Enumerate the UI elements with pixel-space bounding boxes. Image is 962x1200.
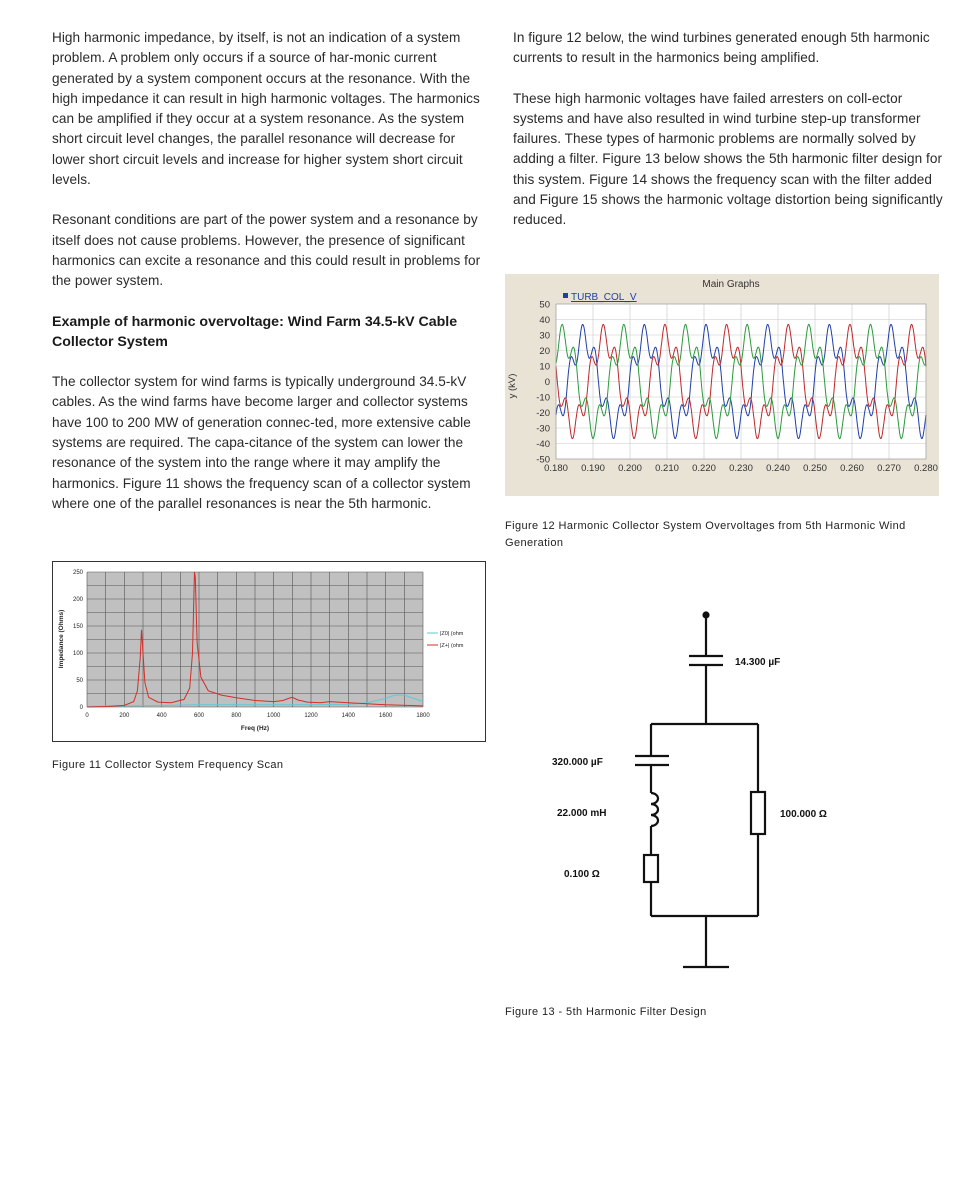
- y-axis-label: y (kV): [507, 373, 518, 399]
- x-tick-label: 0: [85, 713, 89, 719]
- figure-12: [505, 274, 939, 496]
- x-tick-label: 0.190: [581, 463, 605, 474]
- figure-12-caption: Figure 12 Harmonic Collector System Overvoltages from 5th Harmonic Wind Generation: [505, 520, 906, 549]
- inductor-l1-label: 22.000 mH: [557, 808, 607, 819]
- x-axis-label: Freq (Hz): [240, 725, 270, 732]
- right-column: [513, 28, 943, 251]
- x-tick-label: 800: [231, 713, 242, 719]
- frequency-scan-chart: [52, 561, 486, 742]
- legend-swatch: [563, 293, 568, 298]
- resistor-r2-label: 100.000 Ω: [780, 809, 827, 820]
- y-tick-label: 250: [72, 570, 83, 576]
- y-tick-label: -40: [536, 439, 550, 450]
- x-tick-label: 600: [193, 713, 205, 719]
- figure-13: [505, 600, 941, 980]
- y-tick-label: 40: [539, 315, 550, 326]
- x-tick-label: 0.200: [618, 463, 642, 474]
- y-tick-label: -30: [536, 423, 550, 435]
- y-tick-label: 200: [72, 597, 83, 603]
- x-tick-label: 1400: [341, 713, 356, 719]
- capacitor-c2-label: 320.000 µF: [552, 757, 603, 768]
- x-tick-label: 1800: [416, 713, 430, 719]
- y-tick-label: 0: [544, 377, 550, 388]
- x-tick-label: 1200: [304, 713, 318, 719]
- x-tick-label: 200: [119, 713, 130, 719]
- y-tick-label: 150: [72, 624, 83, 630]
- figure-11-caption: Figure 11 Collector System Frequency Scan: [52, 759, 284, 771]
- x-tick-label: 0.250: [803, 463, 827, 474]
- y-tick-label: 30: [539, 330, 550, 342]
- capacitor-c1-label: 14.300 µF: [735, 657, 781, 668]
- y-tick-label: 0: [79, 705, 83, 711]
- paragraph: Resonant conditions are part of the power system and a resonance by itself does not cause problems. However, the presence of significant harmonics can excite a resonance and this could result in problems for the power system.: [52, 212, 481, 289]
- x-tick-label: 0.260: [840, 463, 864, 474]
- y-tick-label: 50: [539, 299, 550, 311]
- y-tick-label: 100: [72, 651, 83, 657]
- left-column: [52, 28, 482, 534]
- y-tick-label: -20: [536, 408, 550, 419]
- paragraph: High harmonic impedance, by itself, is not an indication of a system problem. A problem only occurs if a source of har-monic current generated by a system component occurs at the resonance. With the high impedance it can result in high harmonic voltages. The harmonics can be amplified if they occur at a system resonance. As the system short circuit level changes, the parallel resonance will decrease for lower short circuit levels and increase for higher system short circuit levels.: [52, 30, 480, 188]
- x-tick-label: 0.240: [766, 463, 790, 474]
- resistor-r1-label: 0.100 Ω: [564, 869, 600, 880]
- x-tick-label: 1600: [378, 713, 393, 719]
- x-tick-label: 0.280: [914, 463, 938, 474]
- figure-11: [52, 561, 486, 742]
- chart-title: Main Graphs: [702, 279, 760, 290]
- figure-13-caption: Figure 13 - 5th Harmonic Filter Design: [505, 1006, 707, 1018]
- y-tick-label: -50: [536, 454, 550, 466]
- paragraph: In figure 12 below, the wind turbines generated enough 5th harmonic currents to result in the harmonics being amplified.: [513, 30, 930, 66]
- y-tick-label: 50: [76, 678, 83, 684]
- section-heading: Example of harmonic overvoltage: Wind Farm 34.5-kV Cable Collector System: [52, 313, 458, 350]
- x-tick-label: 1000: [266, 713, 281, 719]
- y-tick-label: -10: [536, 392, 550, 404]
- x-tick-label: 0.220: [692, 463, 716, 474]
- x-tick-label: 0.180: [544, 463, 568, 474]
- x-tick-label: 400: [156, 713, 167, 719]
- overvoltage-waveform-chart: [505, 274, 939, 496]
- filter-circuit-diagram: [505, 600, 941, 980]
- y-axis-label: Impedance (Ohms): [58, 609, 65, 669]
- x-tick-label: 0.210: [655, 463, 679, 474]
- y-tick-label: 10: [539, 361, 550, 373]
- y-tick-label: 20: [539, 346, 550, 357]
- paragraph: These high harmonic voltages have failed arresters on coll-ector systems and have also resulted in wind turbine step-up transformer failures. These types of harmonic problems are normally solved by adding a filter. Figure 13 below shows the 5th harmonic filter design for this system. Figure 14 shows the frequency scan with the filter added and Figure 15 shows the harmonic voltage distortion being significantly reduced.: [513, 90, 943, 228]
- x-tick-label: 0.230: [729, 463, 753, 474]
- x-tick-label: 0.270: [877, 463, 901, 474]
- paragraph: The collector system for wind farms is typically underground 34.5-kV cables. As the wind farms have become larger and collector systems have 100 to 200 MW of generation connec-ted, more extensive cable systems are required. The capa-citance of the system can lower the resonance of the system into the range where it may amplify the harmonics. Figure 11 shows the frequency scan of a collector system where one of the parallel resonances is near the 5th harmonic.: [52, 374, 471, 511]
- legend-entry: TURB_COL_V: [571, 292, 637, 303]
- legend-entry: |Z+| (ohm: [440, 643, 464, 649]
- legend-entry: |Z0| (ohm: [440, 631, 464, 637]
